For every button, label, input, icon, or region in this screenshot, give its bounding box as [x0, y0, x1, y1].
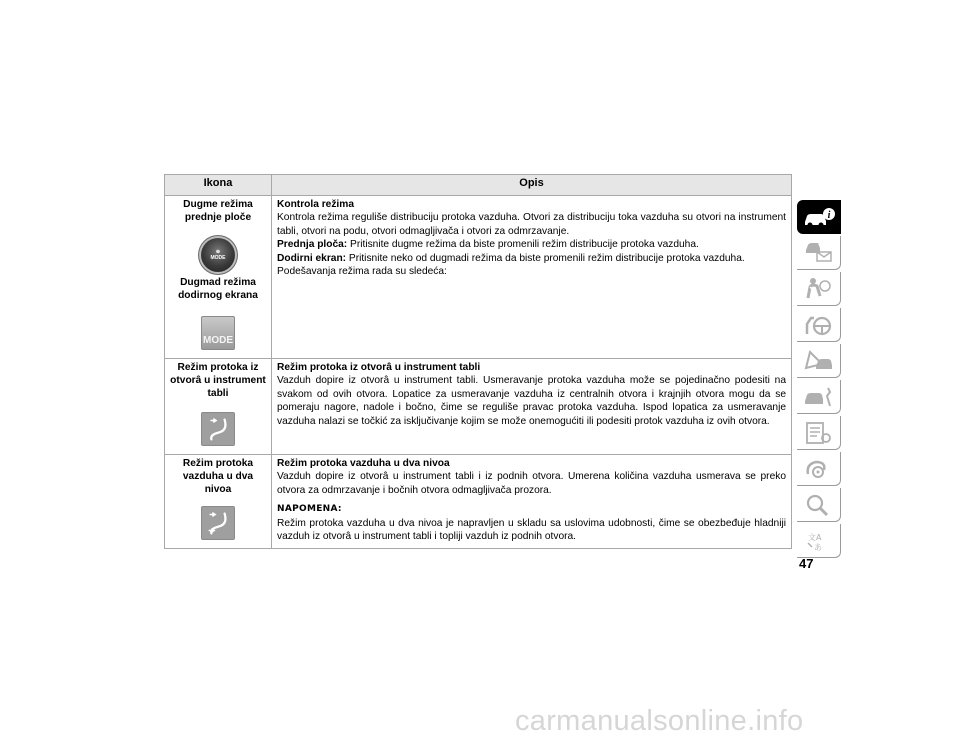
icon-label: Režim protoka vazduha u dva nivoa	[182, 458, 254, 495]
watermark: carmanualsonline.info	[515, 705, 804, 737]
row-body: Kontrola režima reguliše distribuciju protoka vazduha. Otvori za distribuciju toka vazduha su otvori na instrument tabli, otvori na podu, otvori odmagljivača i otvori za odmrzavanje.	[277, 212, 786, 237]
front-panel-mode-knob-icon: ⊕ MODE	[170, 238, 266, 272]
multilanguage-icon	[802, 528, 836, 554]
note-body: Režim protoka vazduha u dva nivoa je napravljen u skladu sa uslovima udobnosti, čime se obezbeđuje hladniji vazduh iz otvorâ u instrument tabli i topliji vazduh iz podnih otvora.	[277, 517, 786, 543]
desc-cell	[272, 196, 792, 359]
search-magnifier-icon	[802, 492, 836, 518]
tab-multimedia[interactable]	[797, 452, 841, 486]
settings-text: Podešavanja režima rada su sledeća:	[277, 266, 447, 278]
table-header-row	[165, 175, 792, 196]
service-checklist-icon	[802, 420, 836, 446]
table-row	[165, 359, 792, 455]
tab-technical-specs[interactable]	[797, 416, 841, 450]
icon-label: Režim protoka iz otvorâ u instrument tabli	[170, 362, 266, 399]
header-icon: Ikona	[165, 175, 272, 196]
note-title: NAPOMENA:	[277, 504, 342, 515]
icon-cell	[165, 359, 272, 455]
svg-text:文A: 文A	[807, 532, 821, 542]
steering-wheel-icon	[802, 312, 836, 338]
tab-servicing[interactable]	[797, 380, 841, 414]
tab-getting-started[interactable]	[797, 236, 841, 270]
car-envelope-icon	[802, 240, 836, 266]
tab-emergency[interactable]	[797, 344, 841, 378]
table-row	[165, 455, 792, 549]
icon-cell	[165, 196, 272, 359]
tab-starting-operating[interactable]	[797, 308, 841, 342]
index-settings-icon	[802, 456, 836, 482]
icon-label: Dugmad režima dodirnog ekrana	[178, 277, 258, 301]
header-desc: Opis	[272, 175, 792, 196]
car-wrench-icon	[802, 384, 836, 410]
touchscreen-text: Dodirni ekran: Pritisnite neko od dugmadi režima da biste promenili režim distribucije protoka vazduha.	[277, 252, 745, 264]
table-row	[165, 196, 792, 359]
warning-triangle-car-icon	[802, 348, 836, 374]
mode-table	[164, 174, 792, 549]
row-title: Režim protoka iz otvorâ u instrument tabli	[277, 362, 481, 373]
icon-cell	[165, 455, 272, 549]
tab-languages[interactable]	[797, 524, 841, 558]
desc-cell	[272, 359, 792, 455]
touchscreen-mode-button-icon: MODE	[170, 316, 266, 350]
desc-cell	[272, 455, 792, 549]
bi-level-mode-icon	[170, 506, 266, 540]
row-title: Kontrola režima	[277, 199, 354, 210]
panel-vent-mode-icon	[170, 412, 266, 446]
tab-index[interactable]	[797, 488, 841, 522]
seatbelt-airbag-icon	[802, 276, 836, 302]
svg-text:i: i	[827, 210, 831, 221]
car-info-icon	[802, 205, 836, 229]
tab-vehicle-info[interactable]	[797, 200, 841, 234]
page-number: 47	[799, 556, 814, 571]
svg-text:あ: あ	[813, 542, 822, 552]
row-title: Režim protoka vazduha u dva nivoa	[277, 458, 450, 469]
tab-safety[interactable]	[797, 272, 841, 306]
icon-label: Dugme režima prednje ploče	[183, 199, 253, 223]
row-body: Vazduh dopire iz otvorâ u instrument tabli. Usmeravanje protoka vazduha može se pojedinačno podesiti na svakom od ovih otvora. Lopatice za usmeravanje vazduha iz centralnih otvora i krajnjih otvora mogu da se pomeraju nagore, nadole i bočno, čime se reguliše pravac protoka vazduha. Ispod lopatica za usmeravanje vazduha nalazi se točkić za isključivanje kojim se može onemogućiti ili podesiti protok vazduha iz ovih otvora.	[277, 375, 786, 427]
front-panel-text: Prednja ploča: Pritisnite dugme režima da biste promenili režim distribucije protoka vazduha.	[277, 239, 699, 251]
chapter-tabs	[797, 200, 841, 560]
row-body: Vazduh dopire iz otvorâ u instrument tabli i iz podnih otvora. Umerena količina vazduha usmerava se preko otvora za odmrzavanje i bočnih otvora odmagljivača prozora.	[277, 471, 786, 496]
